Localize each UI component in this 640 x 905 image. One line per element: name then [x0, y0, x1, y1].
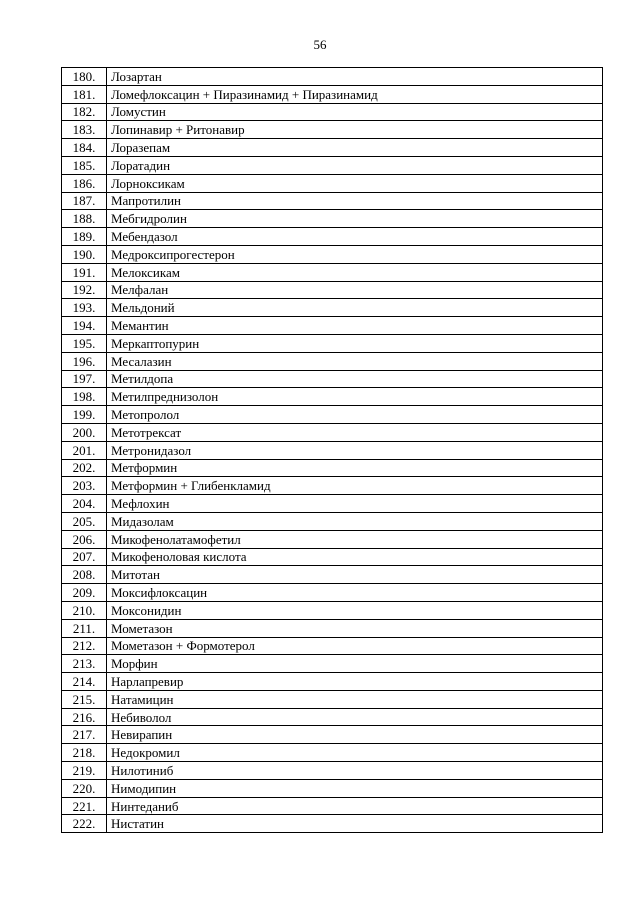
row-number: 188. [62, 210, 107, 228]
row-number: 210. [62, 601, 107, 619]
table-row [62, 673, 603, 691]
row-number: 214. [62, 673, 107, 691]
drug-name: Лозартан [107, 68, 603, 86]
row-number: 203. [62, 477, 107, 495]
drug-name: Ломефлоксацин + Пиразинамид + Пиразинамид [107, 85, 603, 103]
row-number: 216. [62, 708, 107, 726]
drug-name: Мелоксикам [107, 263, 603, 281]
row-number: 200. [62, 423, 107, 441]
table-row [62, 388, 603, 406]
table-row [62, 708, 603, 726]
drug-name: Моксонидин [107, 601, 603, 619]
table-row [62, 85, 603, 103]
table-row [62, 655, 603, 673]
drug-name: Лопинавир + Ритонавир [107, 121, 603, 139]
drug-name: Метопролол [107, 406, 603, 424]
row-number: 197. [62, 370, 107, 388]
drug-name: Морфин [107, 655, 603, 673]
row-number: 196. [62, 352, 107, 370]
drug-name: Натамицин [107, 690, 603, 708]
table-row [62, 370, 603, 388]
drug-name: Метформин [107, 459, 603, 477]
table-row [62, 495, 603, 513]
drug-name: Лорноксикам [107, 174, 603, 192]
row-number: 193. [62, 299, 107, 317]
row-number: 199. [62, 406, 107, 424]
row-number: 202. [62, 459, 107, 477]
drug-name: Мемантин [107, 317, 603, 335]
table-row [62, 156, 603, 174]
table-row [62, 334, 603, 352]
row-number: 215. [62, 690, 107, 708]
table-row [62, 459, 603, 477]
row-number: 182. [62, 103, 107, 121]
row-number: 191. [62, 263, 107, 281]
row-number: 205. [62, 512, 107, 530]
drug-name: Метронидазол [107, 441, 603, 459]
table-row [62, 317, 603, 335]
table-row [62, 744, 603, 762]
row-number: 195. [62, 334, 107, 352]
drug-name: Месалазин [107, 352, 603, 370]
drug-list-table [61, 67, 603, 833]
row-number: 219. [62, 762, 107, 780]
row-number: 181. [62, 85, 107, 103]
drug-name: Мометазон + Формотерол [107, 637, 603, 655]
drug-name: Метотрексат [107, 423, 603, 441]
drug-name: Мельдоний [107, 299, 603, 317]
drug-name: Лоратадин [107, 156, 603, 174]
drug-name: Мометазон [107, 619, 603, 637]
table-row [62, 192, 603, 210]
drug-name: Митотан [107, 566, 603, 584]
row-number: 222. [62, 815, 107, 833]
row-number: 204. [62, 495, 107, 513]
row-number: 217. [62, 726, 107, 744]
row-number: 185. [62, 156, 107, 174]
drug-name: Нилотиниб [107, 762, 603, 780]
row-number: 198. [62, 388, 107, 406]
drug-name: Моксифлоксацин [107, 584, 603, 602]
page-number: 56 [313, 37, 327, 52]
table-row [62, 797, 603, 815]
row-number: 180. [62, 68, 107, 86]
table-row [62, 530, 603, 548]
drug-name: Невирапин [107, 726, 603, 744]
row-number: 207. [62, 548, 107, 566]
row-number: 212. [62, 637, 107, 655]
table-row [62, 762, 603, 780]
table-row [62, 619, 603, 637]
drug-name: Нарлапревир [107, 673, 603, 691]
row-number: 194. [62, 317, 107, 335]
table-row [62, 68, 603, 86]
row-number: 208. [62, 566, 107, 584]
drug-name: Метилпреднизолон [107, 388, 603, 406]
row-number: 187. [62, 192, 107, 210]
table-row [62, 441, 603, 459]
table-row [62, 637, 603, 655]
table-row [62, 103, 603, 121]
table-row [62, 352, 603, 370]
table-row [62, 566, 603, 584]
drug-name: Мебгидролин [107, 210, 603, 228]
table-row [62, 690, 603, 708]
table-row [62, 228, 603, 246]
table-row [62, 174, 603, 192]
row-number: 186. [62, 174, 107, 192]
table-row [62, 245, 603, 263]
drug-name: Мидазолам [107, 512, 603, 530]
table-row [62, 815, 603, 833]
row-number: 211. [62, 619, 107, 637]
drug-name: Нинтеданиб [107, 797, 603, 815]
row-number: 221. [62, 797, 107, 815]
table-row [62, 281, 603, 299]
drug-name: Небиволол [107, 708, 603, 726]
table-row [62, 779, 603, 797]
table-row [62, 299, 603, 317]
row-number: 209. [62, 584, 107, 602]
table-row [62, 477, 603, 495]
drug-name: Мелфалан [107, 281, 603, 299]
drug-name: Лоразепам [107, 139, 603, 157]
drug-name: Меркаптопурин [107, 334, 603, 352]
drug-name: Нистатин [107, 815, 603, 833]
row-number: 192. [62, 281, 107, 299]
drug-name: Медроксипрогестерон [107, 245, 603, 263]
drug-name: Метформин + Глибенкламид [107, 477, 603, 495]
table-row [62, 423, 603, 441]
row-number: 184. [62, 139, 107, 157]
drug-list-body [62, 68, 603, 833]
drug-name: Мефлохин [107, 495, 603, 513]
row-number: 190. [62, 245, 107, 263]
table-row [62, 210, 603, 228]
table-row [62, 512, 603, 530]
table-row [62, 121, 603, 139]
row-number: 220. [62, 779, 107, 797]
table-row [62, 548, 603, 566]
table-row [62, 406, 603, 424]
table-row [62, 584, 603, 602]
table-row [62, 139, 603, 157]
row-number: 201. [62, 441, 107, 459]
row-number: 206. [62, 530, 107, 548]
drug-name: Недокромил [107, 744, 603, 762]
row-number: 189. [62, 228, 107, 246]
table-row [62, 726, 603, 744]
drug-name: Мебендазол [107, 228, 603, 246]
row-number: 218. [62, 744, 107, 762]
drug-name: Метилдопа [107, 370, 603, 388]
drug-name: Микофеноловая кислота [107, 548, 603, 566]
table-row [62, 263, 603, 281]
row-number: 213. [62, 655, 107, 673]
drug-name: Ломустин [107, 103, 603, 121]
drug-name: Нимодипин [107, 779, 603, 797]
row-number: 183. [62, 121, 107, 139]
drug-name: Микофенолатамофетил [107, 530, 603, 548]
table-row [62, 601, 603, 619]
drug-name: Мапротилин [107, 192, 603, 210]
